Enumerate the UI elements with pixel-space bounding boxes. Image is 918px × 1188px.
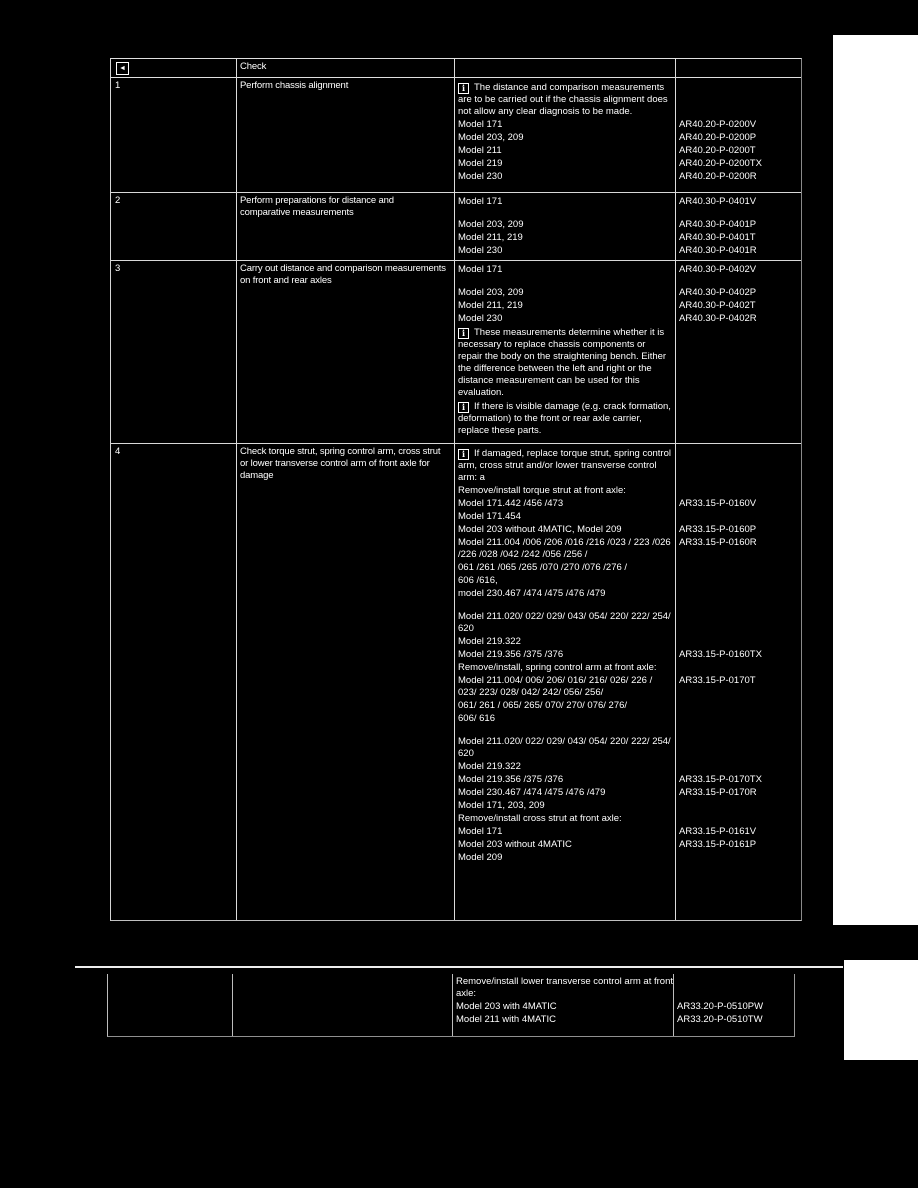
model-line: [454, 498, 802, 510]
entry-text: i The distance and comparison measurements are to be carried out if the chassis alignment does not allow any clear diagnosis to be made.: [458, 82, 668, 117]
entry-text: Model 219.356 /375 /376: [458, 649, 564, 660]
model-line: [454, 800, 802, 812]
entry-text: Model 211.004 /006 /206 /016 /216 /023 / 223 /026 /226 /028 /042 /242 /056 /256 /: [458, 537, 671, 560]
model-line: [454, 300, 802, 312]
header-icon-cell: [111, 59, 236, 77]
line-spacer: [454, 276, 802, 286]
procedure-code: AR40.20-P-0200P: [679, 132, 757, 143]
model-line: [454, 537, 802, 561]
entry-text: Model 203, 209: [458, 132, 524, 143]
model-line: [452, 976, 796, 1000]
model-line: [454, 588, 802, 600]
table-row: [111, 193, 801, 261]
model-line: [454, 485, 802, 497]
entry-text: Model 171, 203, 209: [458, 800, 545, 811]
column-divider: [675, 59, 676, 920]
row-number: 3: [115, 263, 121, 274]
entry-text: i If damaged, replace torque strut, spring control arm, cross strut and/or lower transverse control arm: a: [458, 448, 671, 483]
model-line: [454, 145, 802, 157]
entry-text: Model 203, 209: [458, 219, 524, 230]
table-row: [111, 261, 801, 444]
entry-text: Model 171: [458, 196, 503, 207]
procedure-code: AR40.30-P-0402P: [679, 287, 757, 298]
procedure-code: AR33.15-P-0160P: [679, 524, 757, 535]
procedure-code: AR33.15-P-0170TX: [679, 774, 762, 785]
model-line: [454, 511, 802, 523]
entry-text: 061 /261 /065 /265 /070 /270 /076 /276 /: [458, 562, 628, 573]
line-spacer: [454, 208, 802, 218]
model-line: [454, 713, 802, 725]
model-line: [454, 264, 802, 276]
procedure-code: AR33.15-P-0170T: [679, 675, 756, 686]
column-divider: [232, 974, 233, 1036]
procedure-code: AR33.20-P-0510TW: [677, 1014, 763, 1025]
entry-text: Model 230.467 /474 /475 /476 /479: [458, 787, 606, 798]
procedure-code: AR33.15-P-0160TX: [679, 649, 762, 660]
column-divider: [236, 59, 237, 920]
procedure-code: AR33.20-P-0510PW: [677, 1001, 764, 1012]
table-row: [111, 444, 801, 866]
entry-text: Model 171: [458, 119, 503, 130]
entry-text: Remove/install cross strut at front axle:: [458, 813, 622, 824]
table-header-row: [111, 59, 801, 78]
model-line: [454, 119, 802, 131]
info-note: [454, 82, 802, 118]
row-number: 1: [115, 80, 121, 91]
entry-text: Remove/install, spring control arm at front axle:: [458, 662, 657, 673]
back-arrow-icon[interactable]: ◄: [116, 62, 129, 75]
procedure-cell: [454, 261, 802, 443]
model-line: [454, 787, 802, 799]
page-break-line: [75, 966, 843, 968]
check-description: Check torque strut, spring control arm, cross strut or lower transverse control arm of front axle for damage: [240, 446, 441, 481]
entry-text: Model 230: [458, 171, 503, 182]
entry-text: Model 230: [458, 313, 503, 324]
info-note: [454, 448, 802, 484]
model-line: [454, 736, 802, 760]
entry-text: Model 211, 219: [458, 232, 523, 243]
entry-text: Model 211.020/ 022/ 029/ 043/ 054/ 220/ 222/ 254/ 620: [458, 611, 671, 634]
app-right-margin-lower: [844, 960, 918, 1060]
entry-text: Model 171: [458, 826, 503, 837]
info-note: [454, 327, 802, 399]
check-description: Carry out distance and comparison measurements on front and rear axles: [240, 263, 446, 286]
model-line: [454, 852, 802, 864]
table-row: [111, 78, 801, 193]
entry-text: Model 171: [458, 264, 503, 275]
model-line: [454, 219, 802, 231]
entry-text: Remove/install torque strut at front axle:: [458, 485, 626, 496]
model-line: [454, 524, 802, 536]
model-line: [454, 636, 802, 648]
entry-text: Model 230: [458, 245, 503, 256]
model-line: [452, 1001, 796, 1013]
model-line: [454, 839, 802, 851]
header-check-label: Check: [240, 61, 267, 72]
header-empty-cell: [454, 59, 802, 77]
check-description: Perform preparations for distance and comparative measurements: [240, 195, 394, 218]
entry-text: Model 211, 219: [458, 300, 523, 311]
entry-text: Model 203, 209: [458, 287, 524, 298]
row-number: 4: [115, 446, 121, 457]
entry-text: Remove/install lower transverse control arm at front axle:: [456, 976, 673, 999]
procedure-cell: [454, 78, 802, 192]
procedure-code: AR33.15-P-0160R: [679, 537, 757, 548]
procedure-code: AR40.30-P-0401P: [679, 219, 757, 230]
procedure-code: AR40.30-P-0401R: [679, 245, 757, 256]
line-spacer: [454, 725, 802, 735]
model-line: [454, 826, 802, 838]
entry-text: Model 171.454: [458, 511, 521, 522]
entry-text: Model 203 without 4MATIC, Model 209: [458, 524, 622, 535]
column-divider: [673, 974, 674, 1036]
service-check-table: [110, 58, 802, 921]
entry-text: i These measurements determine whether it is necessary to replace chassis components or repair the body on the straightening bench. Either the difference between the left and right or the distance measurement can be used for this evaluation.: [458, 327, 667, 398]
procedure-code: AR40.20-P-0200T: [679, 145, 756, 156]
procedure-code: AR33.15-P-0160V: [679, 498, 757, 509]
entry-text: Model 219: [458, 158, 503, 169]
procedure-code: AR33.15-P-0161V: [679, 826, 757, 837]
model-line: [454, 649, 802, 661]
model-line: [454, 761, 802, 773]
model-line: [454, 562, 802, 574]
info-icon: i: [458, 83, 469, 94]
entry-text: i If there is visible damage (e.g. crack formation, deformation) to the front or rear axle carrier, replace these parts.: [458, 401, 671, 436]
model-line: [454, 575, 802, 587]
continuation-table-fragment: [107, 974, 795, 1037]
procedure-code: AR40.30-P-0402R: [679, 313, 757, 324]
procedure-cell: [454, 193, 802, 260]
model-line: [454, 774, 802, 786]
model-line: [454, 171, 802, 183]
procedure-code: AR40.20-P-0200V: [679, 119, 757, 130]
entry-text: Model 219.322: [458, 761, 521, 772]
entry-text: Model 211 with 4MATIC: [456, 1014, 556, 1025]
entry-text: Model 209: [458, 852, 503, 863]
info-note: [454, 401, 802, 437]
row-number: 2: [115, 195, 121, 206]
procedure-code: AR40.30-P-0402V: [679, 264, 757, 275]
model-line: [452, 1014, 796, 1026]
continuation-procedure-cell: [452, 975, 796, 1026]
entry-text: Model 203 without 4MATIC: [458, 839, 572, 850]
procedure-code: AR40.30-P-0401V: [679, 196, 757, 207]
entry-text: Model 171.442 /456 /473: [458, 498, 564, 509]
line-spacer: [454, 600, 802, 610]
model-line: [454, 662, 802, 674]
app-right-margin: [833, 35, 918, 925]
entry-text: Model 211.004/ 006/ 206/ 016/ 216/ 026/ 226 / 023/ 223/ 028/ 042/ 242/ 056/ 256/: [458, 675, 653, 698]
column-divider: [454, 59, 455, 920]
procedure-code: AR33.15-P-0161P: [679, 839, 757, 850]
entry-text: Model 219.356 /375 /376: [458, 774, 564, 785]
procedure-cell: [454, 444, 802, 866]
model-line: [454, 196, 802, 208]
procedure-code: AR40.20-P-0200TX: [679, 158, 762, 169]
model-line: [454, 287, 802, 299]
entry-text: 606/ 616: [458, 713, 495, 724]
procedure-code: AR40.30-P-0402T: [679, 300, 756, 311]
entry-text: Model 203 with 4MATIC: [456, 1001, 557, 1012]
check-description: Perform chassis alignment: [240, 80, 349, 91]
procedure-code: AR40.20-P-0200R: [679, 171, 757, 182]
model-line: [454, 132, 802, 144]
entry-text: Model 211.020/ 022/ 029/ 043/ 054/ 220/ 222/ 254/ 620: [458, 736, 671, 759]
info-icon: i: [458, 449, 469, 460]
table-body: [111, 78, 801, 866]
entry-text: 061/ 261 / 065/ 265/ 070/ 270/ 076/ 276/: [458, 700, 628, 711]
entry-text: Model 211: [458, 145, 502, 156]
model-line: [454, 611, 802, 635]
model-line: [454, 245, 802, 257]
procedure-code: AR33.15-P-0170R: [679, 787, 757, 798]
column-divider: [452, 974, 453, 1036]
entry-text: Model 219.322: [458, 636, 521, 647]
info-icon: i: [458, 328, 469, 339]
model-line: [454, 813, 802, 825]
model-line: [454, 313, 802, 325]
entry-text: 606 /616,: [458, 575, 498, 586]
model-line: [454, 700, 802, 712]
model-line: [454, 158, 802, 170]
model-line: [454, 232, 802, 244]
model-line: [454, 675, 802, 699]
info-icon: i: [458, 402, 469, 413]
entry-text: model 230.467 /474 /475 /476 /479: [458, 588, 606, 599]
procedure-code: AR40.30-P-0401T: [679, 232, 756, 243]
